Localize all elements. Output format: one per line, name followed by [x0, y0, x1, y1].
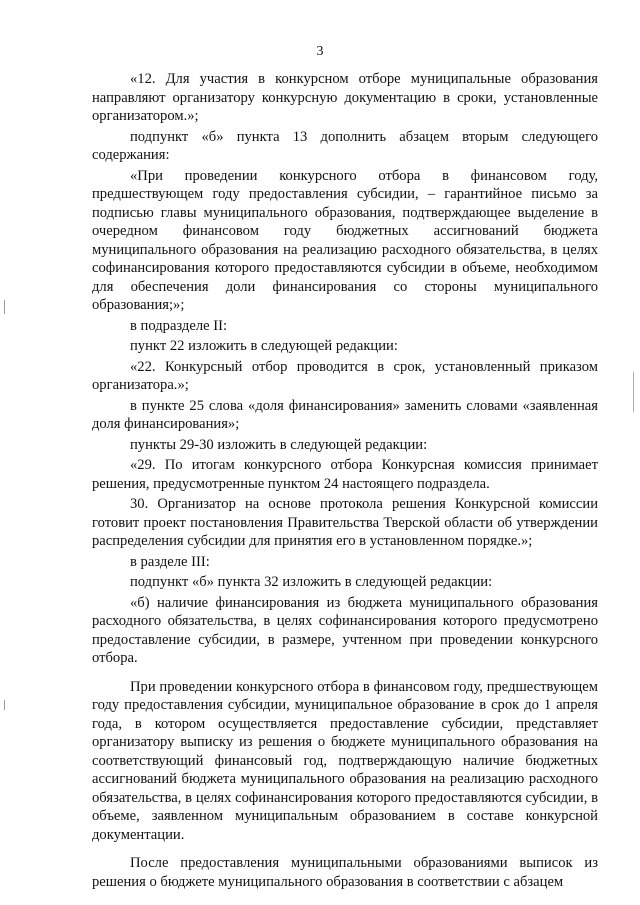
scan-edge-mark [4, 300, 5, 314]
paragraph-section-iii: в разделе III: [130, 553, 210, 570]
paragraph-item-25: в пункте 25 слова «доля финансирования» заменить словами «заявленная доля финансирования»; [92, 397, 598, 432]
document-body [92, 70, 598, 891]
scan-edge-mark [4, 700, 5, 710]
paragraph-item-29: «29. По итогам конкурсного отбора Конкурсная комиссия принимает решения, предусмотренные пунктом 24 настоящего подраздела. [92, 457, 598, 492]
paragraph-item-22: «22. Конкурсный отбор проводится в срок, установленный приказом организатора.»; [92, 358, 598, 393]
paragraph-items-29-30-heading: пункты 29-30 изложить в следующей редакции: [130, 436, 428, 453]
page-number: 3 [316, 44, 324, 59]
paragraph-subsection-ii: в подразделе II: [130, 317, 228, 334]
paragraph-item-30: 30. Организатор на основе протокола решения Конкурсной комиссии готовит проект постановления Правительства Тверской области об утверждении распределения субсидии для принятия его в установленном порядке.»; [92, 496, 598, 549]
paragraph-guarantee-letter: «При проведении конкурсного отбора в финансовом году, предшествующем году предоставления субсидии, – гарантийное письмо за подписью главы муниципального образования, подтверждающее выделение в очередном финансовом году бюджетных ассигнований бюджета муниципального образования на реализацию расходного обязательства, в целях софинансирования которого предоставляются субсидии в объеме, необходимом для обеспечения доли финансирования со стороны муниципального образования;»; [92, 167, 598, 313]
paragraph-clause-12: «12. Для участия в конкурсном отборе муниципальные образования направляют организатору конкурсную документацию в сроки, установленные организатором.»; [92, 71, 598, 124]
paragraph-item-22-heading: пункт 22 изложить в следующей редакции: [130, 338, 398, 354]
scan-edge-mark [633, 372, 634, 412]
paragraph-after-extracts: После предоставления муниципальными образованиями выписок из решения о бюджете муниципального образования в соответствии с абзацем [92, 855, 598, 890]
paragraph-amend-13b: подпункт «б» пункта 13 дополнить абзацем вторым следующего содержания: [92, 128, 598, 163]
paragraph-item-32b: «б) наличие финансирования из бюджета муниципального образования расходного обязательства, в целях софинансирования которого предусмотрено предоставление субсидии, в размере, учтенном при проведении конкурсного отбора. [92, 594, 598, 666]
paragraph-item-32b-heading: подпункт «б» пункта 32 изложить в следующей редакции: [130, 574, 493, 590]
paragraph-budget-extract: При проведении конкурсного отбора в финансовом году, предшествующем году предоставления субсидии, муниципальное образование в срок до 1 апреля года, в котором осуществляется предоставление субсидии, представляет организатору выписку из решения о бюджете муниципального образования на соответствующий финансовый год, подтверждающую наличие бюджетных ассигнований бюджета муниципального образования на реализацию расходного обязательства, в целях софинансирования которого предоставляются субсидии, в объеме, заявленном муниципальным образованием в составе конкурсной документации. [92, 678, 598, 843]
